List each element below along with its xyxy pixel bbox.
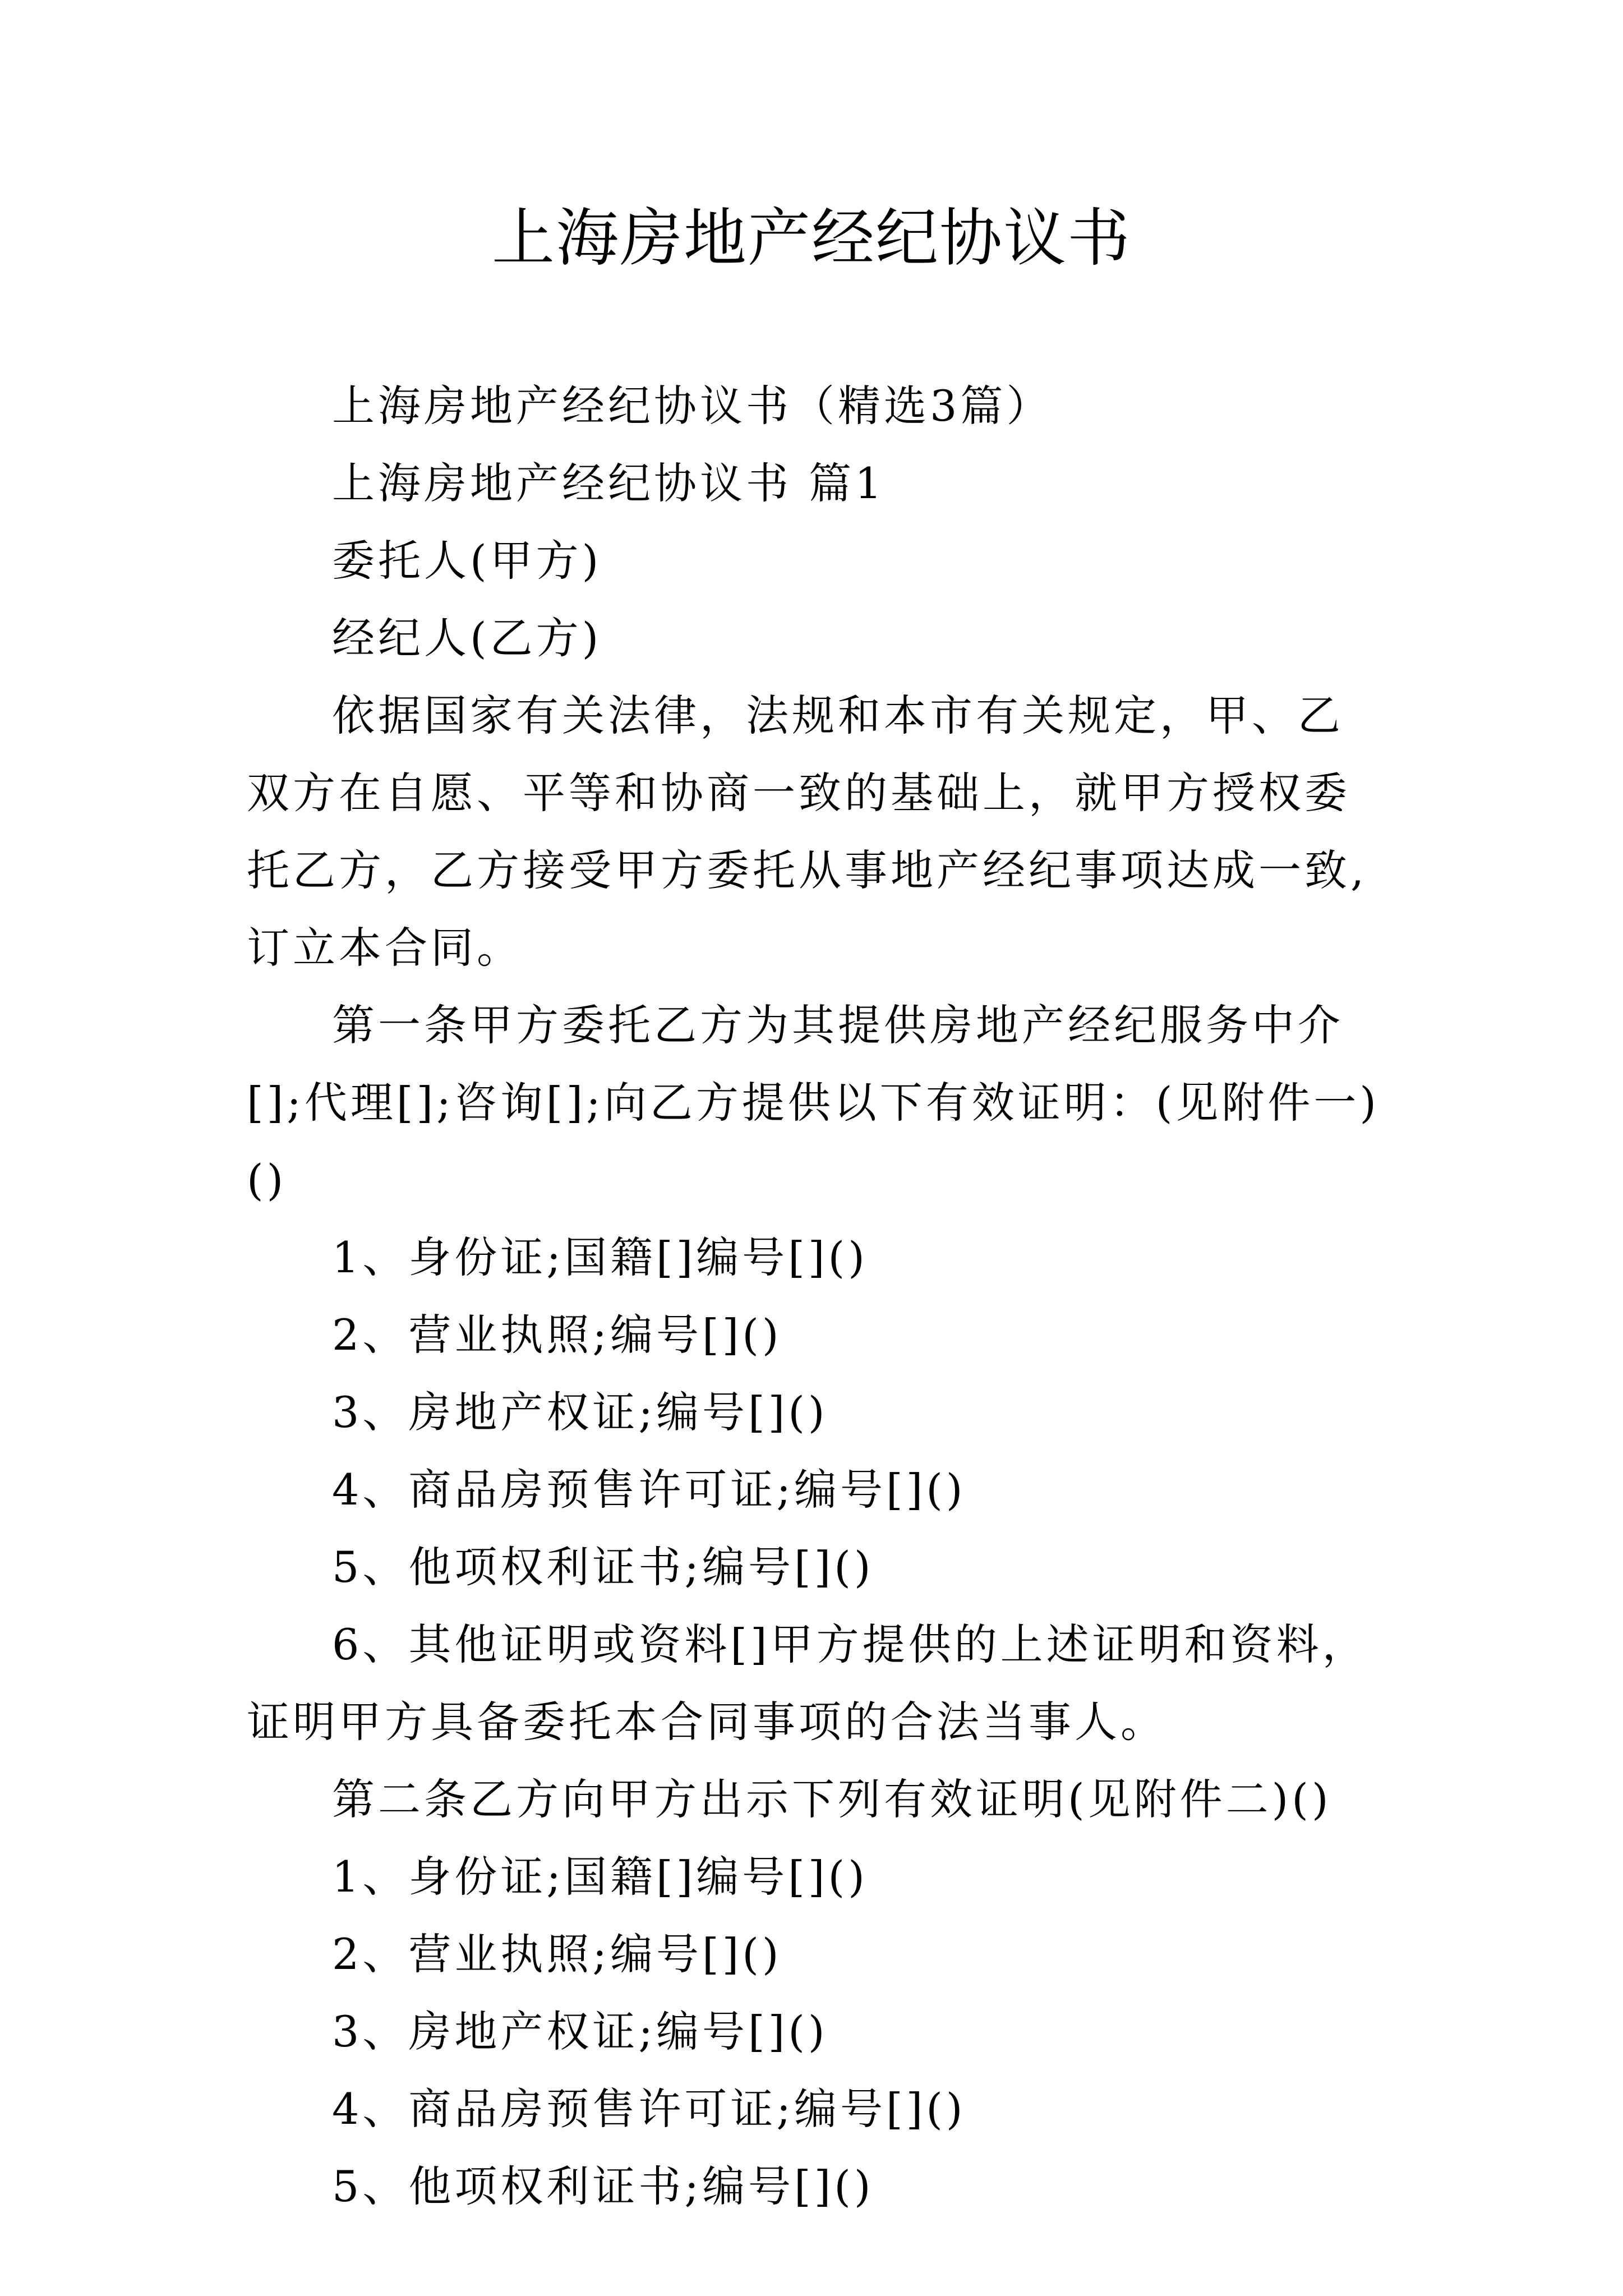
subtitle-line: 上海房地产经纪协议书（精选3篇） (332, 381, 1053, 431)
article-1-item-1: 1、身份证;国籍[]编号[]() (332, 1232, 868, 1282)
article-1-item-5: 5、他项权利证书;编号[]() (332, 1542, 874, 1592)
article-1-item-4: 4、商品房预售许可证;编号[]() (332, 1465, 966, 1515)
article-2-item-5: 5、他项权利证书;编号[]() (332, 2161, 874, 2211)
article-2-paragraph: 第二条乙方向甲方出示下列有效证明(见附件二)() (332, 1774, 1332, 1824)
article-1-paragraph: 第一条甲方委托乙方为其提供房地产经纪服务中介[];代理[];咨询[];向乙方提供以下有效证明：(见附件一)() (247, 1000, 1380, 1205)
document-body (247, 367, 1385, 2225)
article-2-item-2: 2、营业执照;编号[]() (332, 1929, 782, 1979)
party-a-line: 委托人(甲方) (332, 536, 602, 586)
document-title: 上海房地产经纪协议书 (492, 202, 1131, 275)
section-heading: 上海房地产经纪协议书 篇1 (332, 458, 886, 508)
article-2-item-3: 3、房地产权证;编号[]() (332, 2007, 828, 2056)
article-2-item-1: 1、身份证;国籍[]编号[]() (332, 1852, 868, 1902)
preamble-paragraph: 依据国家有关法律，法规和本市有关规定，甲、乙双方在自愿、平等和协商一致的基础上，就甲方授权委托乙方，乙方接受甲方委托从事地产经纪事项达成一致,订立本合同。 (247, 691, 1368, 973)
article-1-item-3: 3、房地产权证;编号[]() (332, 1387, 828, 1437)
article-1-item-2: 2、营业执照;编号[]() (332, 1310, 782, 1360)
article-1-item-6: 6、其他证明或资料[]甲方提供的上述证明和资料，证明甲方具备委托本合同事项的合法当事人。 (247, 1619, 1368, 1747)
article-2-item-4: 4、商品房预售许可证;编号[]() (332, 2084, 966, 2134)
party-b-line: 经纪人(乙方) (332, 613, 602, 663)
